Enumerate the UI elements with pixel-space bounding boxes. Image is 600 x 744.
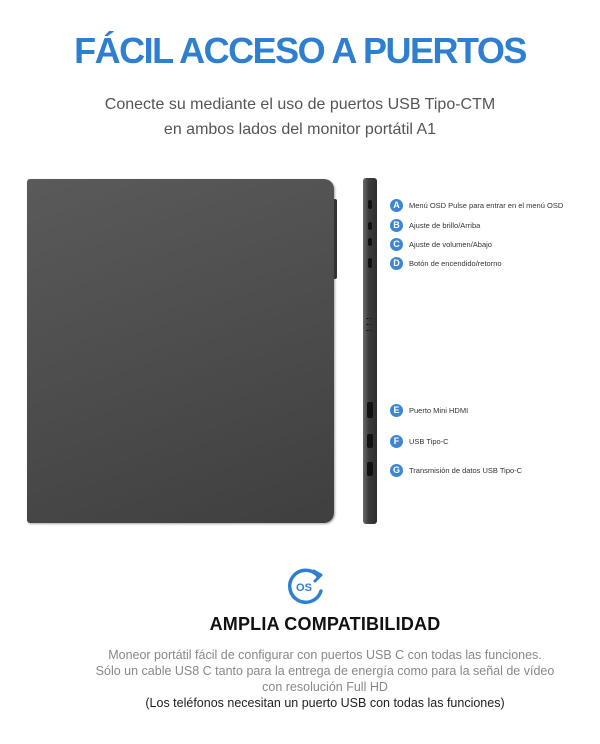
callout-badge: C	[390, 238, 403, 251]
compatibility-line-3: con resolución Full HD	[262, 680, 388, 694]
usb-c-data-port	[367, 462, 373, 476]
compatibility-title: AMPLIA COMPATIBILIDAD	[209, 614, 441, 634]
brightness-button-port	[368, 222, 372, 230]
callout-a	[390, 198, 563, 212]
volume-button-port	[368, 238, 372, 246]
mini-hdmi-port	[367, 402, 373, 418]
speaker-grille	[366, 318, 372, 321]
compatibility-note: (Los teléfonos necesitan un puerto USB con todas las funciones)	[145, 696, 505, 710]
speaker-grille	[366, 330, 372, 333]
callout-e	[390, 403, 468, 417]
callout-badge: F	[390, 435, 403, 448]
callout-label: Ajuste de brillo/Arriba	[409, 220, 481, 230]
monitor-front-image	[27, 179, 334, 523]
compatibility-line-2: Sólo un cable US8 C tanto para la entrega de energía como para la señal de vídeo	[95, 664, 555, 678]
callout-badge: B	[390, 219, 403, 232]
callout-c	[390, 237, 492, 251]
os-icon-label: OS	[296, 582, 312, 594]
callout-badge: G	[390, 464, 403, 477]
speaker-grille	[366, 324, 372, 327]
callout-badge: D	[390, 257, 403, 270]
callout-label: Puerto Mini HDMI	[409, 405, 469, 415]
osd-button-port	[368, 200, 372, 209]
callout-badge: E	[390, 404, 403, 417]
callout-label: Botón de encendido/retorno	[409, 258, 502, 268]
callout-f	[390, 434, 449, 448]
callout-label: Transmisión de datos USB Tipo-C	[409, 465, 523, 475]
compatibility-line-1: Moneor portátil fácil de configurar con puertos USB C con todas las funciones.	[108, 648, 542, 662]
callout-d	[390, 256, 502, 270]
callout-g	[390, 463, 522, 477]
power-button-port	[368, 258, 372, 268]
page-subtitle: Conecte su mediante el uso de puertos USB Tipo-CTM en ambos lados del monitor portátil A1	[104, 96, 496, 138]
callout-badge: A	[390, 199, 403, 212]
callout-label: Menú OSD Pulse para entrar en el menú OSD	[409, 200, 564, 210]
os-compatibility-icon	[284, 566, 326, 608]
callout-label: USB Tipo-C	[409, 436, 449, 446]
callout-b	[390, 218, 480, 232]
usb-c-port	[367, 434, 373, 448]
callout-label: Ajuste de volumen/Abajo	[409, 239, 492, 249]
page-title: FÁCIL ACCESO A PUERTOS	[74, 30, 526, 71]
